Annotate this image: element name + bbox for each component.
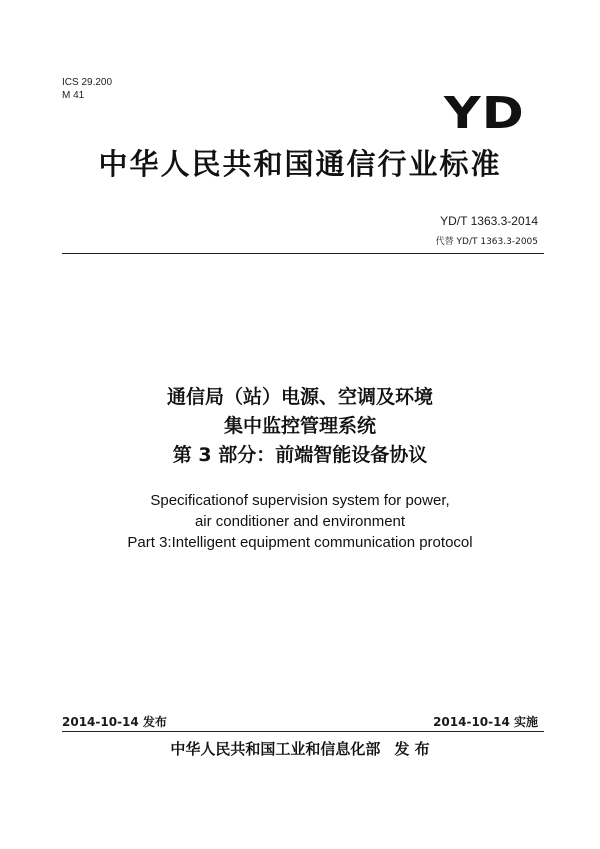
org-title: 中华人民共和国通信行业标准 (98, 147, 502, 181)
top-divider (62, 253, 544, 254)
publisher-line (0, 739, 600, 759)
release-date: 2014-10-14 发布 (62, 715, 167, 729)
bottom-divider (62, 731, 544, 732)
standard-code: YD/T 1363.3-2014 (440, 214, 538, 228)
publisher-name: 中华人民共和国工业和信息化部 (170, 740, 381, 758)
english-title-line: Specificationof supervision system for power, (150, 492, 450, 509)
classification-block (62, 76, 112, 102)
chinese-title-line: 第 3 部分：前端智能设备协议 (172, 444, 428, 466)
chinese-title-line: 通信局（站）电源、空调及环境 (166, 386, 433, 408)
english-title-line: air conditioner and environment (194, 513, 406, 530)
publish-word: 发 布 (394, 740, 430, 758)
english-title-line: Part 3:Intelligent equipment communication protocol (127, 534, 473, 551)
chinese-title (0, 383, 600, 470)
yd-logo: YD (444, 88, 525, 139)
replaces-code: 代替 YD/T 1363.3-2005 (435, 237, 538, 247)
chinese-title-line: 集中监控管理系统 (223, 415, 376, 437)
ics-code: ICS 29.200 (62, 77, 113, 88)
category-code: M 41 (62, 90, 85, 101)
english-title (0, 490, 600, 553)
implement-date: 2014-10-14 实施 (433, 715, 538, 729)
